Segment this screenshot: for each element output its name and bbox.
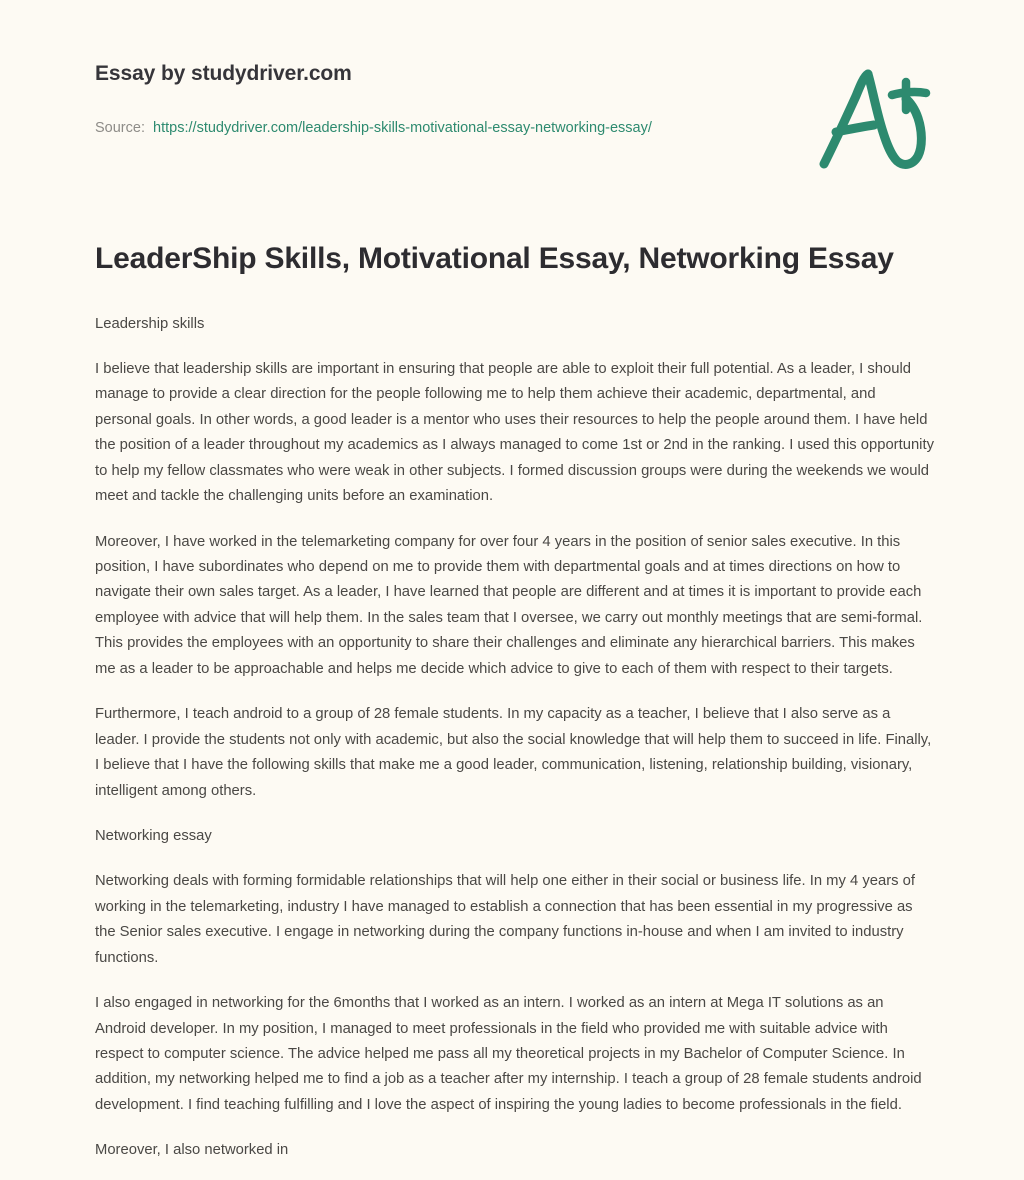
paragraph: Furthermore, I teach android to a group of 28 female students. In my capacity as a teacher, I believe that I also serve as a leader. I provide the students not only with academic, but also the social knowledge that will help them to succeed in life. Finally, I believe that I have the following skills that make me a good leader, communication, listening, relationship building, visionary, intelligent among others. [95,706,932,799]
section-heading-leadership: Leadership skills [95,315,205,332]
article-body [95,240,935,1164]
paragraph: Networking deals with forming formidable relationships that will help one either in their social or business life. In my 4 years of working in the telemarketing, industry I have managed to establish a connection that has been essential in my progressive as the Senior sales executive. I engage in networking during the company functions in-house and when I am invited to industry functions. [95,873,915,966]
a-plus-logo-icon [812,66,940,178]
source-label: Source: [95,120,145,136]
paragraph: Moreover, I have worked in the telemarketing company for over four 4 years in the position of senior sales executive. In this position, I have subordinates who depend on me to provide them with departmental goals and at times directions on how to navigate their own sales target. As a leader, I have learned that people are different and at times it is important to provide each employee with advice that will help them. In the sales team that I oversee, we carry out monthly meetings that are semi-formal. This provides the employees with an opportunity to share their challenges and eliminate any hierarchical barriers. This makes me as a leader to be approachable and helps me decide which advice to give to each of them with respect to their targets. [95,533,923,677]
source-url-link[interactable]: https://studydriver.com/leadership-skills-motivational-essay-networking-essay/ [153,120,652,136]
source-line [95,120,652,136]
page-header [0,0,1024,200]
section-heading-networking: Networking essay [95,827,212,844]
paragraph-truncated: Moreover, I also networked in [95,1142,289,1159]
paragraph: I also engaged in networking for the 6months that I worked as an intern. I worked as an intern at Mega IT solutions as an Android developer. In my position, I managed to meet professionals in the field who provided me with suitable advice with respect to computer science. The advice helped me pass all my theoretical projects in my Bachelor of Computer Science. In addition, my networking helped me to find a job as a teacher after my internship. I teach a group of 28 female students android development. I find teaching fulfilling and I love the aspect of inspiring the young ladies to become professionals in the field. [95,995,922,1113]
paragraph: I believe that leadership skills are important in ensuring that people are able to exploit their full potential. As a leader, I should manage to provide a clear direction for the people following me to help them achieve their academic, departmental, and personal goals. In other words, a good leader is a mentor who uses their resources to help the people around them. I have held the position of a leader throughout my academics as I always managed to come 1st or 2nd in the ranking. I used this opportunity to help my fellow classmates who were weak in other subjects. I formed discussion groups were during the weekends we would meet and tackle the challenging units before an examination. [95,360,934,505]
brand-byline: Essay by studydriver.com [95,62,352,85]
page-title: LeaderShip Skills, Motivational Essay, Networking Essay [95,242,894,275]
